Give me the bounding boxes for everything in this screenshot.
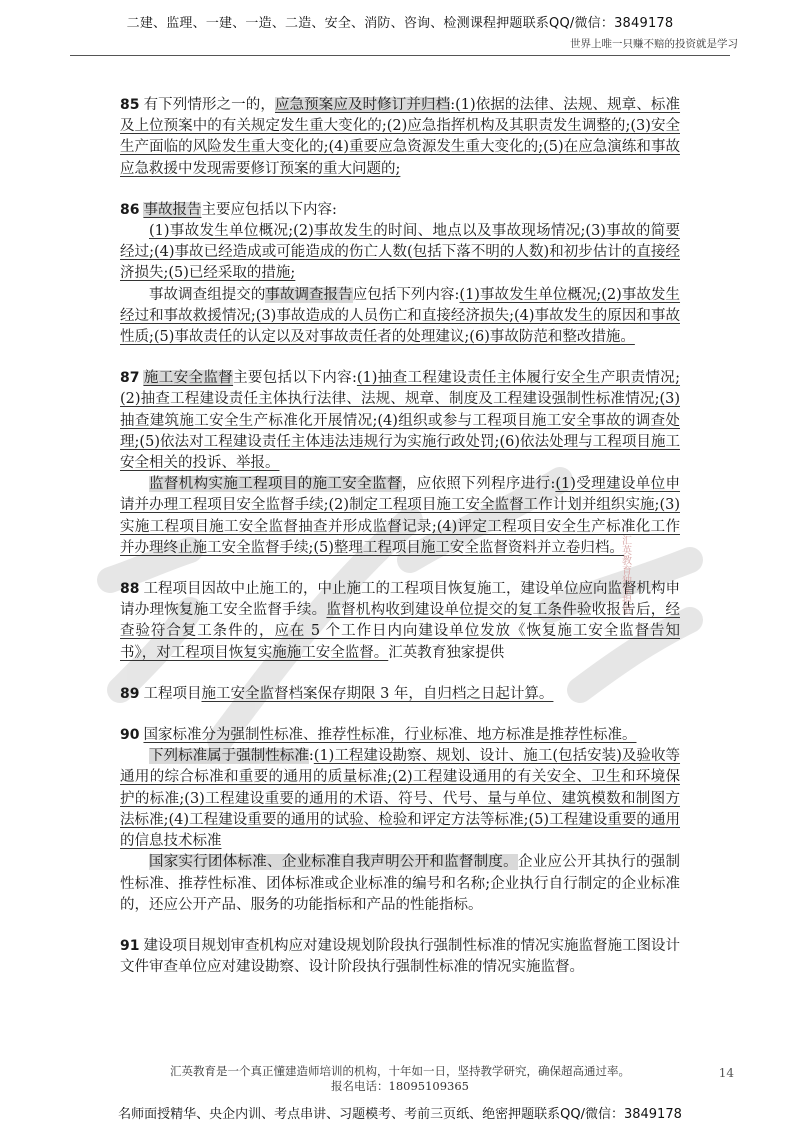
text-run: 国家标准分为强制性标准、推荐性标准，行业标准、地方标准是推荐性标准。 (143, 727, 637, 744)
header-divider (70, 55, 730, 56)
paragraph (120, 684, 680, 705)
text-run: (1)受理建设单位申请并办理工程项目安全监督手续;(2)制定工程项目施工安全监督工作计划并组织实施;(3)实施工程项目施工安全监督抽查并形成监督记录;(4)评定工程项目安全生产标准化工作并办理终止施工安全监督手续;(5)整理工程项目施工安全监督资料并立卷归档。 (120, 476, 681, 556)
footer-note-line2: 报名电话：18095109365 (331, 1079, 469, 1093)
paragraph (120, 746, 680, 852)
paragraph (120, 936, 680, 978)
text-run: (1)事故发生单位概况;(2)事故发生经过和事故救援情况;(3)事故造成的人员伤亡和直接经济损失;(4)事故发生的原因和事故性质;(5)事故责任的认定以及对事故责任者的处理建议;(6)事故防范和整改措施。 (120, 286, 681, 346)
highlighted-text: 监督机构实施工程项目的施工安全监督 (149, 476, 402, 493)
text-run: 企业应公开其执行的强制性标准、推荐性标准、团体标准或企业标准的编号和名称;企业执行自行制定的企业标准的，还应公开产品、服务的功能指标和产品的性能指标。 (120, 854, 681, 913)
text-run: 建设项目规划审查机构应对建设规划阶段执行强制性标准的情况实施监督施工图设计文件审查单位应对建设勘察、设计阶段执行强制性标准的情况实施监督。 (120, 937, 680, 976)
paragraph (120, 852, 680, 916)
document-body (120, 95, 680, 998)
header-motto: 世界上唯一只赚不赔的投资就是学习 (570, 38, 738, 50)
paragraph (120, 221, 680, 285)
text-run: 主要应包括以下内容: (201, 201, 337, 218)
text-run: 监督机构收到建设单位提交的复工条件验收报告后，经查验符合复工条件的，应在 5 个工作日内向建设单位发放《恢复施工安全监督告知书》，对工程项目恢复实施施工安全监督。 (120, 602, 680, 661)
paragraph (120, 474, 680, 559)
text-run: :(1)依据的法律、法规、规章、标准及上位预案中的有关规定发生重大变化的;(2)应急指挥机构及其职责发生调整的;(3)安全生产面临的风险发生重大变化的;(4)重要应急资源发生重大变化的;(5)在应急演练和事故应急救援中发现需要修订预案的重大问题的; (120, 97, 681, 177)
section-89 (120, 684, 680, 705)
text-run: : (308, 748, 314, 765)
text-run: (1)工程建设勘察、规划、设计、施工(包括安装)及验收等通用的综合标准和重要的通用的质量标准;(2)工程建设通用的有关安全、卫生和环境保护的标准;(3)工程建设重要的通用的术语、符号、代号、量与单位、建筑模数和制图方法标准;(4)工程建设重要的通用的试验、检验和评定方法等标准;(5)工程建设重要的通用的信息技术标准 (120, 748, 681, 850)
highlighted-text: 事故报告 (143, 201, 202, 218)
bottom-promo-banner: 名师面授精华、央企内训、考点串讲、习题模考、考前三页纸、绝密押题联系QQ/微信：3849178 (118, 1107, 682, 1122)
footer-note-line1: 汇英教育是一个真正懂建造师培训的机构，十年如一日，坚持教学研究，确保超高通过率。 (170, 1064, 630, 1078)
text-run: 有下列情形之一的， (143, 97, 275, 113)
text-run: 汇英教育独家提供 (388, 644, 505, 661)
highlighted-text: 下列标准属于强制性标准 (149, 748, 309, 765)
page-number: 14 (718, 1066, 734, 1080)
section-number: 89 (120, 685, 140, 702)
section-85 (120, 95, 680, 180)
text-run: 工程项目 (143, 685, 202, 702)
text-run: (1)抽查工程建设责任主体履行安全生产职责情况;(2)抽查工程建设责任主体执行法律、法规、规章、制度及工程建设强制性标准情况;(3)抽查建筑施工安全生产标准化开展情况;(4)组织或参与工程项目施工安全事故的调查处理;(5)依法对工程建设责任主体违法违规行为实施行政处罚;(6)依法处理与工程项目施工安全相关的投诉、举报。 (120, 370, 681, 472)
section-90 (120, 725, 680, 916)
text-run: 施工安全监督档案保存期限 3 年，自归档之日起计算。 (201, 685, 554, 702)
highlighted-text: 国家实行团体标准、企业标准自我声明公开和监督制度。 (149, 854, 518, 871)
section-number: 90 (120, 727, 140, 744)
paragraph (120, 368, 680, 474)
section-number: 91 (120, 937, 140, 954)
section-number: 87 (120, 370, 140, 387)
text-run: (1)事故发生单位概况;(2)事故发生的时间、地点以及事故现场情况;(3)事故的简要经过;(4)事故已经造成或可能造成的伤亡人数(包括下落不明的人数)和初步估计的直接经济损失;(5)已经采取的措施; (120, 223, 680, 282)
text-run: 事故调查组提交的 (149, 286, 266, 303)
text-run: 主要包括以下内容: (233, 370, 357, 387)
section-number: 88 (120, 581, 140, 598)
watermark-vertical-text: 汇英教育独家提供 (619, 535, 631, 615)
paragraph (120, 95, 680, 180)
footer-note (0, 1064, 800, 1094)
text-run: ，应依照下列程序进行: (401, 476, 556, 493)
text-run: 应包括下列内容: (352, 286, 460, 303)
paragraph (120, 200, 680, 221)
top-promo-banner: 二建、监理、一建、一造、二造、安全、消防、咨询、检测课程押题联系QQ/微信：3849178 (126, 16, 674, 31)
highlighted-text: 应急预案应及时修订并归档 (274, 97, 451, 113)
section-86 (120, 200, 680, 348)
paragraph (120, 725, 680, 746)
paragraph (120, 285, 680, 349)
text-run: 工程项目因故中止施工的，中止施工的工程项目恢复施工，建设单位应向监督机构申请办理恢复施工安全监督手续。 (120, 581, 680, 619)
paragraph (120, 579, 680, 664)
section-87 (120, 368, 680, 559)
section-91 (120, 936, 680, 978)
section-number: 86 (120, 201, 140, 218)
highlighted-text: 事故调查报告 (265, 286, 353, 303)
section-88 (120, 579, 680, 664)
highlighted-text: 施工安全监督 (143, 370, 234, 387)
section-number: 85 (120, 97, 140, 113)
